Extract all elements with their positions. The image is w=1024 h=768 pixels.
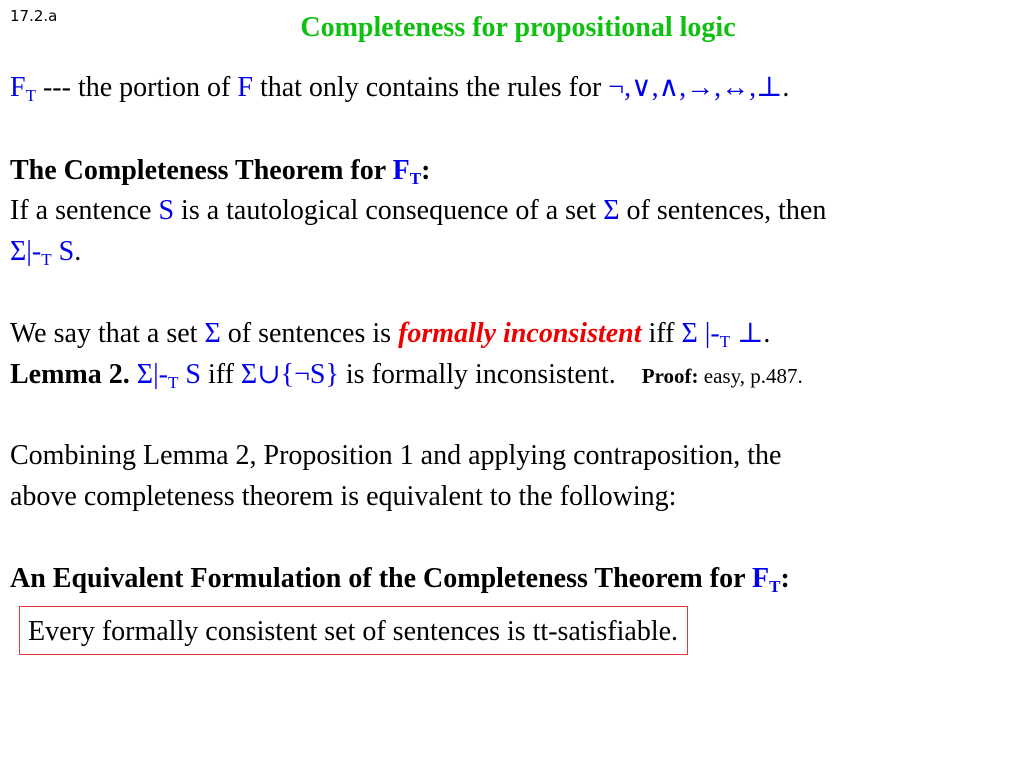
equivalent-ft-sub: T xyxy=(769,577,781,596)
equivalent-heading xyxy=(10,563,790,595)
definition-expr xyxy=(681,318,763,349)
theorem-statement-line-1 xyxy=(10,195,826,227)
theorem-s: S xyxy=(158,195,175,226)
theorem-conclusion-end: . xyxy=(74,236,82,267)
slide-number: 17.2.a xyxy=(10,7,58,25)
theorem-text-3: of sentences, then xyxy=(619,195,827,226)
lemma-s: S xyxy=(178,359,201,390)
definition-sigma: Σ xyxy=(204,318,221,349)
lemma-label: Lemma 2. xyxy=(10,359,130,390)
slide-title: Completeness for propositional logic xyxy=(300,12,736,43)
theorem-ft-sub: T xyxy=(409,169,422,188)
equivalent-heading-text: An Equivalent Formulation of the Completeness Theorem for xyxy=(10,563,752,594)
lemma-iff: iff xyxy=(200,359,241,390)
theorem-ft-symbol xyxy=(393,155,421,186)
theorem-sigma: Σ xyxy=(603,195,620,226)
lemma-turnstile: |- xyxy=(153,359,168,390)
definition-sigma2: Σ xyxy=(681,318,698,349)
equivalent-ft-f: F xyxy=(752,563,770,594)
theorem-heading-text: The Completeness Theorem for xyxy=(10,155,393,186)
definition-end: . xyxy=(763,318,771,349)
definition-line xyxy=(10,318,770,350)
theorem-conclusion xyxy=(10,236,74,267)
theorem-conclusion-sigma: Σ xyxy=(10,236,27,267)
lemma-set-expr: Σ∪{¬S} xyxy=(240,359,339,390)
ft-f: F xyxy=(10,72,26,103)
lemma-proof-label: Proof: xyxy=(641,364,699,388)
ft-text-a: --- the portion of xyxy=(35,72,238,103)
definition-term: formally inconsistent xyxy=(398,318,642,349)
definition-turnstile: |- xyxy=(697,318,720,349)
ft-subscript: T xyxy=(25,86,36,105)
lemma-line xyxy=(10,359,803,392)
theorem-conclusion-turnstile: |- xyxy=(26,236,42,267)
equivalent-ft-symbol xyxy=(752,563,780,594)
definition-bottom: ⊥ xyxy=(730,318,764,349)
ft-symbol xyxy=(10,72,36,103)
f-symbol: F xyxy=(237,72,253,103)
lemma-sigma: Σ xyxy=(129,359,154,390)
lemma-proof xyxy=(642,364,803,388)
definition-text-b: of sentences is xyxy=(220,318,399,349)
combining-line-1: Combining Lemma 2, Proposition 1 and applying contraposition, the xyxy=(10,440,782,471)
theorem-conclusion-sub: T xyxy=(41,250,52,269)
theorem-heading xyxy=(10,155,430,187)
ft-definition-line xyxy=(10,72,789,104)
lemma-text: is formally inconsistent. xyxy=(338,359,616,390)
ft-end: . xyxy=(782,72,790,103)
theorem-statement-line-2 xyxy=(10,236,81,268)
equivalent-colon: : xyxy=(780,563,790,594)
theorem-text-1: If a sentence xyxy=(10,195,159,226)
definition-text-c: iff xyxy=(641,318,682,349)
boxed-statement: Every formally consistent set of sentences is tt-satisfiable. xyxy=(19,606,688,655)
definition-text-a: We say that a set xyxy=(10,318,205,349)
lemma-proof-text: easy, p.487. xyxy=(698,364,803,388)
theorem-colon: : xyxy=(421,155,431,186)
ft-text-b: that only contains the rules for xyxy=(252,72,609,103)
lemma-premise xyxy=(130,359,201,390)
theorem-ft-f: F xyxy=(392,155,410,186)
theorem-text-2: is a tautological consequence of a set xyxy=(174,195,604,226)
lemma-sub: T xyxy=(168,373,179,392)
definition-sub: T xyxy=(719,332,731,351)
theorem-conclusion-s: S xyxy=(51,236,75,267)
combining-line-2: above completeness theorem is equivalent to the following: xyxy=(10,481,677,512)
connectives-list: ¬,∨,∧,→,↔,⊥ xyxy=(608,72,783,103)
